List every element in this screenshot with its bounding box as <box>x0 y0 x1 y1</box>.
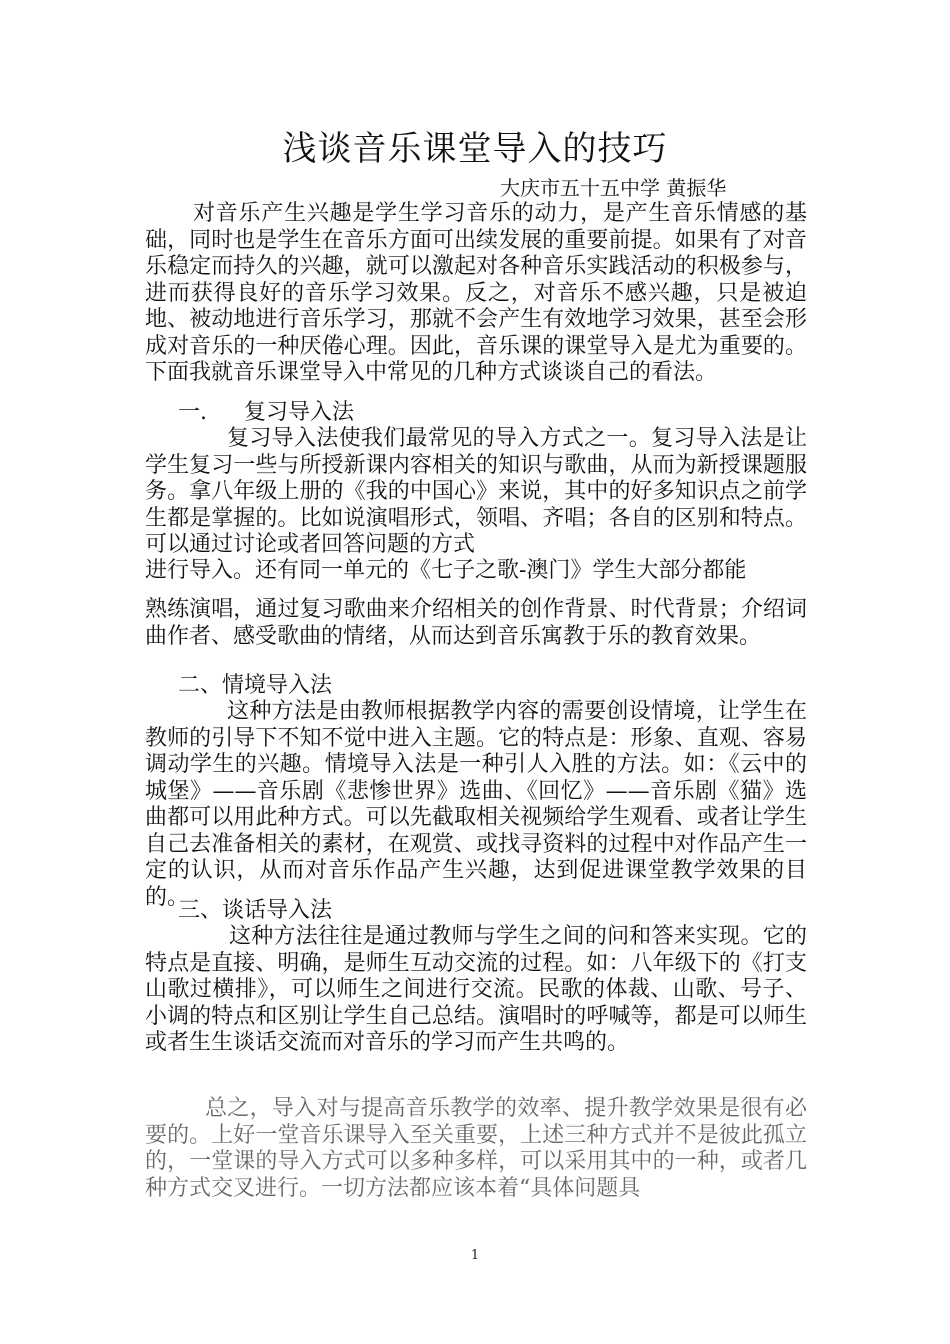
section-1-paragraph-b: 进行导入。还有同一单元的《七子之歌-澳门》学生大部分都能 <box>145 558 747 583</box>
section-3-paragraph: 这种方法往往是通过教师与学生之间的问和答来实现。它的特点是直接、明确，是师生互动交流的过程。如：八年级下的《打支山歌过横排》，可以师生之间进行交流。民歌的体裁、山歌、号子、小调的特点和区别让学生自己总结。演唱时的呼喊等，都是可以师生或者生生谈话交流而对音乐的学习而产生共鸣的。 <box>145 924 807 1055</box>
section-2-heading: 二、情境导入法 <box>178 673 333 698</box>
page-title: 浅谈音乐课堂导入的技巧 <box>282 129 668 169</box>
section-1-paragraph-c: 熟练演唱，通过复习歌曲来介绍相关的创作背景、时代背景；介绍词曲作者、感受歌曲的情绪，从而达到音乐寓教于乐的教育效果。 <box>145 597 807 649</box>
page-number: 1 <box>470 1248 480 1263</box>
section-1-paragraph-a: 复习导入法使我们最常见的导入方式之一。复习导入法是让学生复习一些与所授新课内容相关的知识与歌曲，从而为新授课题服务。拿八年级上册的《我的中国心》来说，其中的好多知识点之前学生都是掌握的。比如说演唱形式，领唱、齐唱；各自的区别和特点。可以通过讨论或者回答问题的方式 <box>145 426 807 557</box>
section-2-paragraph: 这种方法是由教师根据教学内容的需要创设情境，让学生在教师的引导下不知不觉中进入主题。它的特点是：形象、直观、容易调动学生的兴趣。情境导入法是一种引人入胜的方法。如：《云中的城堡》——音乐剧《悲惨世界》选曲、《回忆》——音乐剧《猫》选曲都可以用此种方式。可以先截取相关视频给学生观看、或者让学生自己去准备相关的素材，在观赏、或找寻资料的过程中对作品产生一定的认识，从而对音乐作品产生兴趣，达到促进课堂教学效果的目的。 <box>145 699 807 910</box>
intro-paragraph: 对音乐产生兴趣是学生学习音乐的动力，是产生音乐情感的基础，同时也是学生在音乐方面可出续发展的重要前提。如果有了对音乐稳定而持久的兴趣，就可以激起对各种音乐实践活动的积极参与，进而获得良好的音乐学习效果。反之，对音乐不感兴趣，只是被迫地、被动地进行音乐学习，那就不会产生有效地学习效果，甚至会形成对音乐的一种厌倦心理。因此，音乐课的课堂导入是尤为重要的。下面我就音乐课堂导入中常见的几种方式谈谈自己的看法。 <box>145 201 807 385</box>
section-1-number: 一. <box>178 400 207 425</box>
author-line: 大庆市五十五中学 黄振华 <box>500 176 727 200</box>
section-1-heading <box>178 400 478 427</box>
section-1-title: 复习导入法 <box>244 400 355 425</box>
section-3-heading: 三、谈话导入法 <box>178 898 333 923</box>
conclusion-paragraph: 总之，导入对与提高音乐教学的效率、提升教学效果是很有必要的。上好一堂音乐课导入至关重要，上述三种方式并不是彼此孤立的，一堂课的导入方式可以多种多样，可以采用其中的一种，或者几种方式交叉进行。一切方法都应该本着“具体问题具 <box>145 1096 807 1201</box>
